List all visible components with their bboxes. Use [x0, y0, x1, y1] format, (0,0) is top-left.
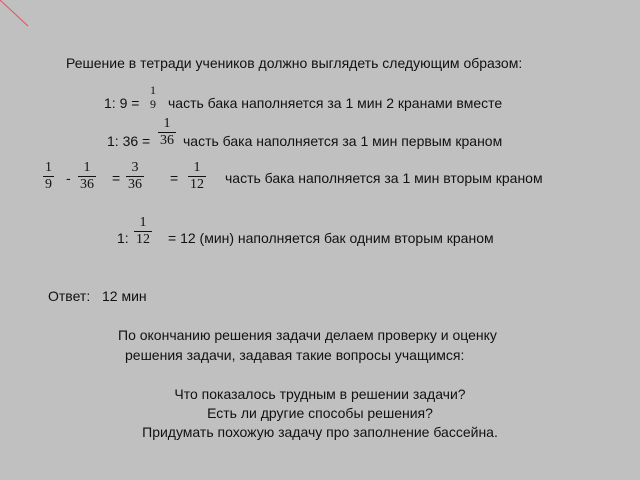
line3-fraction-3-numerator: 3 [131, 160, 139, 175]
line3-fraction-2-denominator: 36 [80, 177, 94, 192]
line2-text: часть бака наполняется за 1 мин первым краном [183, 133, 503, 149]
line3-fraction-2-numerator: 1 [83, 160, 91, 175]
line3-fraction-2 [78, 161, 96, 192]
line3-fraction-1-numerator: 1 [45, 160, 52, 175]
check-intro-line-2: решения задачи, задавая такие вопросы учащимся: [125, 347, 465, 363]
line3-fraction-4 [188, 161, 206, 192]
heading: Решение в тетради учеников должно выглядеть следующим образом: [66, 55, 523, 71]
line2-prefix: 1: 36 = [107, 133, 151, 149]
line3-fraction-4-denominator: 12 [190, 177, 204, 192]
line4-fraction [134, 216, 152, 247]
line3-fraction-4-numerator: 1 [193, 160, 201, 175]
answer-value: 12 мин [102, 288, 147, 304]
line1-fraction [148, 84, 158, 110]
question-2: Есть ли другие способы решения? [207, 405, 433, 421]
line4-fraction-numerator: 1 [139, 215, 147, 230]
line3-equals-2: = [170, 170, 179, 186]
line1-prefix: 1: 9 = [104, 95, 140, 111]
line3-equals-1: = [112, 170, 121, 186]
line3-fraction-3 [126, 161, 144, 192]
corner-decoration [0, 0, 40, 30]
question-3: Придумать похожую задачу про заполнение бассейна. [142, 424, 498, 440]
line3-fraction-3-denominator: 36 [128, 177, 142, 192]
line4-text: = 12 (мин) наполняется бак одним вторым краном [168, 230, 494, 246]
line1-fraction-numerator: 1 [150, 83, 156, 97]
line4-prefix: 1: [117, 230, 129, 246]
line2-fraction-numerator: 1 [163, 116, 171, 131]
line4-fraction-denominator: 12 [136, 232, 150, 247]
line1-fraction-denominator: 9 [150, 97, 156, 111]
line3-minus: - [66, 170, 71, 186]
line3-fraction-1-denominator: 9 [45, 177, 52, 192]
check-intro-line-1: По окончанию решения задачи делаем проверку и оценку [118, 327, 497, 343]
line2-fraction [158, 117, 176, 148]
line3-fraction-1 [43, 161, 54, 192]
line3-text: часть бака наполняется за 1 мин вторым краном [225, 170, 543, 186]
question-1: Что показалось трудным в решении задачи? [174, 386, 466, 402]
line2-fraction-denominator: 36 [160, 133, 174, 148]
line1-text: часть бака наполняется за 1 мин 2 кранами вместе [168, 95, 503, 111]
answer-label: Ответ: [48, 288, 91, 304]
